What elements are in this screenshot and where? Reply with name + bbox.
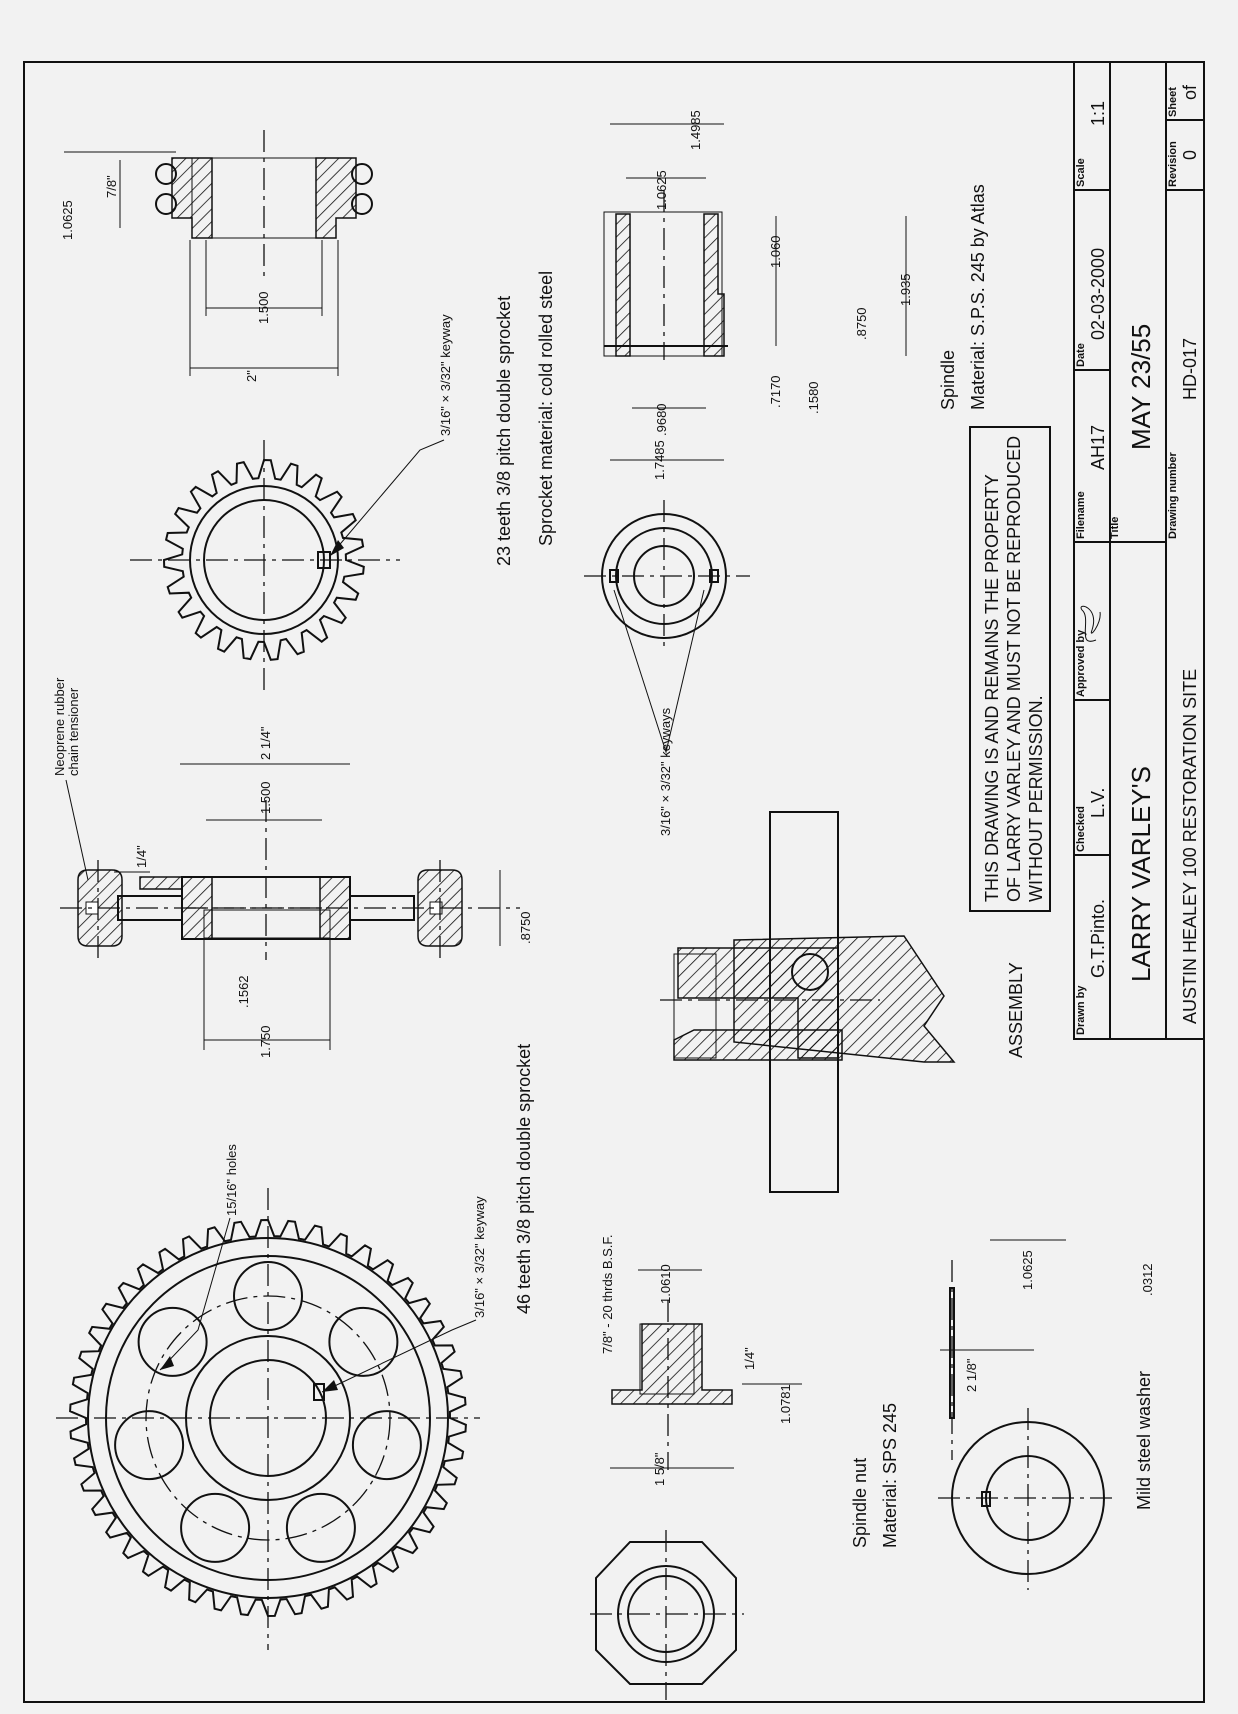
- assembly-label: ASSEMBLY: [1006, 962, 1026, 1058]
- spindle-nut-view: [590, 1234, 900, 1700]
- spindle-dim-14985: 1.4985: [688, 110, 703, 150]
- sheet-label: Sheet: [1167, 87, 1179, 117]
- spindle-dim-9680: .9680: [654, 403, 669, 436]
- gear46-front-view: [56, 1044, 534, 1650]
- spindle-material: Material: S.P.S. 245 by Atlas: [968, 184, 988, 410]
- spindle-caption: Spindle: [938, 349, 958, 410]
- nut-dim-10610: 1.0610: [658, 1264, 673, 1304]
- drawing-number-value: HD-017: [1180, 337, 1200, 400]
- nut-thread-callout: 7/8" - 20 thrds B.S.F.: [600, 1234, 615, 1354]
- checked-label: Checked: [1075, 806, 1087, 852]
- approved-label: Approved by: [1075, 629, 1087, 697]
- notice-line-3: WITHOUT PERMISSION.: [1026, 695, 1046, 902]
- gear46-caption: 46 teeth 3/8 pitch double sprocket: [514, 1043, 534, 1314]
- gear23-keyway-callout: 3/16" × 3/32" keyway: [438, 314, 453, 436]
- sheet-value: of: [1180, 84, 1200, 100]
- spindle-keyways-callout: 3/16" × 3/32" keyways: [658, 707, 673, 836]
- scale-label: Scale: [1075, 158, 1087, 187]
- notice-line-2: OF LARRY VARLEY AND MUST NOT BE REPRODUCED: [1004, 435, 1024, 902]
- tensioner-label-1: Neoprene rubber: [52, 677, 67, 776]
- spindle-view: [584, 110, 988, 836]
- gear23-dim-7-8: 7/8": [104, 175, 119, 198]
- gear23-dim-1500: 1.500: [256, 291, 271, 324]
- title-label: Title: [1109, 516, 1121, 539]
- spindle-dim-10625: 1.0625: [654, 170, 669, 210]
- drawing-number-label: Drawing number: [1167, 452, 1179, 539]
- gear23-dim-2: 2": [244, 370, 259, 382]
- notice-line-1: THIS DRAWING IS AND REMAINS THE PROPERTY: [982, 474, 1002, 902]
- revision-label: Revision: [1167, 141, 1179, 187]
- tensioner-label-2: chain tensioner: [66, 687, 81, 776]
- drawn-by-value: G.T.Pinto.: [1088, 898, 1108, 978]
- washer-dim-0312: .0312: [1140, 1263, 1155, 1296]
- washer-caption: Mild steel washer: [1134, 1370, 1154, 1510]
- filename-value: AH17: [1088, 424, 1108, 470]
- gear23-material: Sprocket material: cold rolled steel: [536, 270, 556, 546]
- assembly-view: [660, 812, 1026, 1192]
- gear46-dim-8750: .8750: [518, 911, 533, 944]
- gear23-caption: 23 teeth 3/8 pitch double sprocket: [494, 295, 514, 566]
- spindle-dim-8750: .8750: [854, 307, 869, 340]
- gear46-keyway-callout: 3/16" × 3/32" keyway: [472, 1196, 487, 1318]
- washer-dim-2-1-8: 2 1/8": [964, 1358, 979, 1392]
- gear46-dim-1562: .1562: [236, 975, 251, 1008]
- washer-dim-10625: 1.0625: [1020, 1250, 1035, 1290]
- scale-value: 1:1: [1088, 100, 1108, 126]
- nut-dim-10781: 1.0781: [778, 1384, 793, 1424]
- spindle-dim-1060: 1.060: [768, 235, 783, 268]
- washer-view: [938, 1240, 1155, 1590]
- spindle-dim-1580: .1580: [806, 381, 821, 414]
- date-label: Date: [1075, 343, 1087, 367]
- gear46-hole: [287, 1494, 355, 1562]
- nut-dim-15-8: 1 5/8": [652, 1452, 667, 1486]
- gear46-dim-1750: 1.750: [258, 1025, 273, 1058]
- gear46-dim-quarter: 1/4": [134, 845, 149, 868]
- spindle-dim-1935: 1.935: [898, 273, 913, 306]
- gear46-holes-callout: 15/16" holes: [224, 1144, 239, 1216]
- gear46-section-view: [52, 677, 533, 1058]
- drawn-by-label: Drawn by: [1075, 985, 1087, 1035]
- spindle-dim-7170: .7170: [768, 375, 783, 408]
- nut-dim-quarter: 1/4": [742, 1347, 757, 1370]
- gear46-dim-1500: 1.500: [258, 781, 273, 814]
- site-name: AUSTIN HEALEY 100 RESTORATION SITE: [1180, 668, 1200, 1024]
- filename-label: Filename: [1075, 491, 1087, 539]
- owner-name: LARRY VARLEY'S: [1126, 766, 1156, 982]
- checked-value: L.V.: [1088, 787, 1108, 818]
- gear23-dim-10625: 1.0625: [60, 200, 75, 240]
- gear46-dim-2-1-4: 2 1/4": [258, 726, 273, 760]
- gear23-front-view: [130, 271, 556, 690]
- title-value: MAY 23/55: [1126, 323, 1156, 450]
- date-value: 02-03-2000: [1088, 247, 1108, 340]
- gear46-hole: [353, 1411, 421, 1479]
- nut-material: Material: SPS 245: [880, 1402, 900, 1548]
- gear23-section-view: [60, 130, 372, 382]
- nut-caption: Spindle nut: [850, 1457, 870, 1548]
- revision-value: 0: [1180, 149, 1200, 160]
- spindle-dim-17485: 1.7485: [652, 440, 667, 480]
